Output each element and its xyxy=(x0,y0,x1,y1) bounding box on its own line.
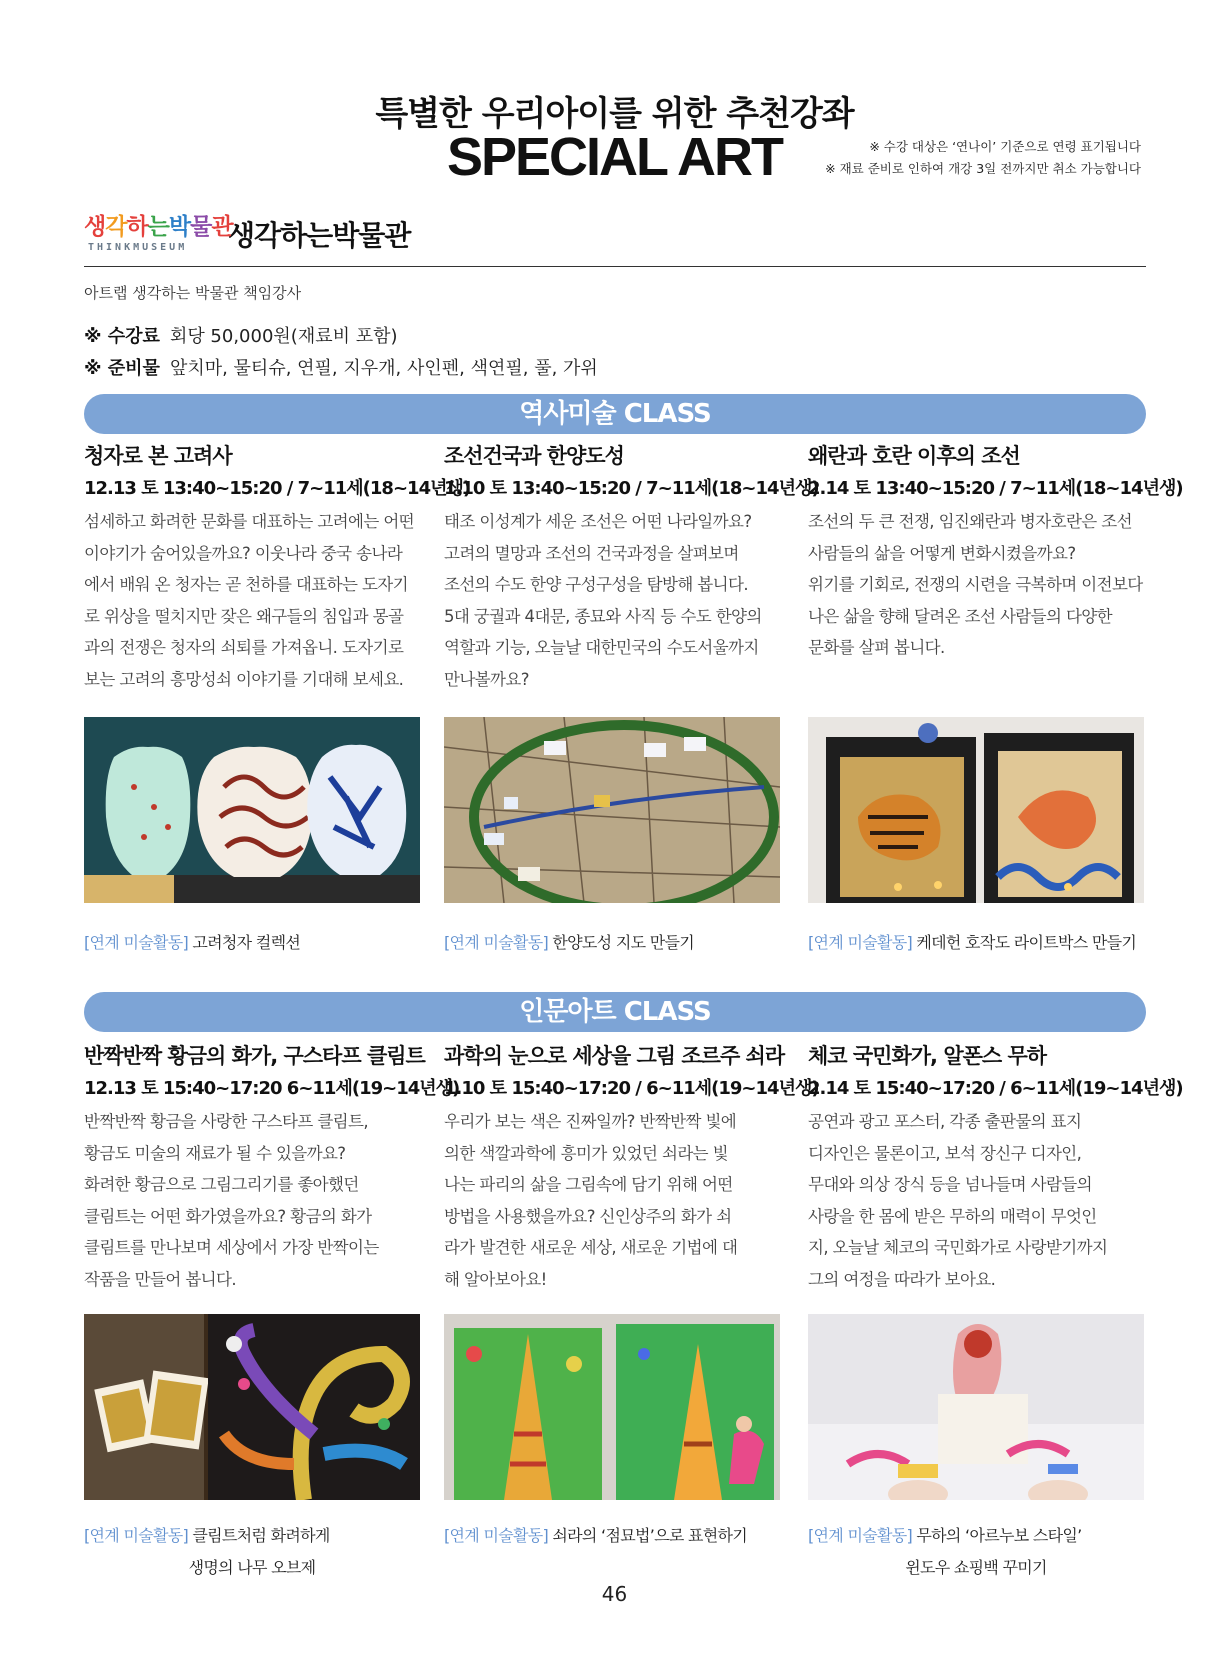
caption-tag: [연계 미술활동] xyxy=(444,1526,549,1545)
description-line: 고려의 멸망과 조선의 건국과정을 살펴보며 xyxy=(444,543,739,563)
class-title: 청자로 본 고려사 xyxy=(84,444,232,468)
description-line: 로 위상을 떨치지만 잦은 왜구들의 침입과 몽골 xyxy=(84,606,404,626)
caption-tag: [연계 미술활동] xyxy=(808,1526,913,1545)
description-line: 조선의 두 큰 전쟁, 임진왜란과 병자호란은 조선 xyxy=(808,512,1132,531)
photo-hanyang-map xyxy=(444,717,780,903)
description-line: 5대 궁궐과 4대문, 종묘와 사직 등 수도 한양의 xyxy=(444,606,762,626)
brand-name: 생각하는박물관 xyxy=(228,219,411,252)
logo-subtext: THINKMUSEUM xyxy=(88,242,188,253)
class-card xyxy=(84,1040,460,1295)
class-title: 반짝반짝 황금의 화가, 구스타프 클림트 xyxy=(84,1044,425,1068)
supplies-value: 앞치마, 물티슈, 연필, 지우개, 사인펜, 색연필, 풀, 가위 xyxy=(169,358,598,379)
note-age: ※ 수강 대상은 ‘연나이’ 기준으로 연령 표기됩니다 xyxy=(869,139,1141,154)
photo-lightbox xyxy=(808,717,1144,903)
description-line: 태조 이성계가 세운 조선은 어떤 나라일까요? xyxy=(444,512,752,531)
photo-mucha-bag xyxy=(808,1314,1144,1500)
description-line: 클림트는 어떤 화가였을까요? 황금의 화가 xyxy=(84,1206,372,1226)
description-line: 에서 배워 온 청자는 곧 천하를 대표하는 도자기 xyxy=(84,575,408,594)
class-card xyxy=(444,440,819,695)
class-date: 12.13 토 13:40~15:20 / 7~11세(18~14년생) xyxy=(84,478,471,499)
description-line: 보는 고려의 흥망성쇠 이야기를 기대해 보세요. xyxy=(84,669,404,689)
fee-label: ※ 수강료 xyxy=(84,326,160,347)
caption xyxy=(84,1520,420,1584)
section-band-humanities: 인문아트 CLASS xyxy=(84,992,1146,1032)
class-card xyxy=(84,440,471,695)
brand xyxy=(84,206,410,262)
caption-text: 클림트처럼 화려하게 xyxy=(192,1526,330,1545)
logo-wordmark: 생각하는박물관 xyxy=(84,214,233,240)
caption xyxy=(84,927,420,959)
description-line: 지, 오늘날 체코의 국민화가로 사랑받기까지 xyxy=(808,1238,1108,1257)
caption-text: 한양도성 지도 만들기 xyxy=(552,933,694,952)
class-title: 조선건국과 한양도성 xyxy=(444,444,624,468)
description-line: 라가 발견한 새로운 세상, 새로운 기법에 대 xyxy=(444,1238,738,1257)
museum-logo xyxy=(84,206,233,262)
description-line: 문화를 살펴 봅니다. xyxy=(808,638,945,657)
class-date: 2.14 토 15:40~17:20 / 6~11세(19~14년생) xyxy=(808,1078,1183,1099)
page-subtitle: SPECIAL ART xyxy=(446,127,783,187)
description-line: 의한 색깔과학에 흥미가 있었던 쇠라는 빛 xyxy=(444,1143,728,1163)
class-date: 1.10 토 13:40~15:20 / 7~11세(18~14년생) xyxy=(444,478,819,499)
caption-tag: [연계 미술활동] xyxy=(84,933,189,952)
class-description xyxy=(808,1106,1144,1295)
class-date: 1.10 토 15:40~17:20 / 6~11세(19~14년생) xyxy=(444,1078,819,1099)
description-line: 황금도 미술의 재료가 될 수 있을까요? xyxy=(84,1143,346,1163)
description-line: 사랑을 한 몸에 받은 무하의 매력이 무엇인 xyxy=(808,1206,1097,1226)
photo-seurat-eiffel xyxy=(444,1314,780,1500)
caption-text: 고려청자 컬렉션 xyxy=(192,933,301,952)
divider xyxy=(84,266,1146,267)
caption xyxy=(444,1520,780,1552)
note-cancel: ※ 재료 준비로 인하여 개강 3일 전까지만 취소 가능합니다 xyxy=(825,161,1141,176)
section-band-history: 역사미술 CLASS xyxy=(84,394,1146,434)
caption-tag: [연계 미술활동] xyxy=(84,1526,189,1545)
caption xyxy=(444,927,780,959)
caption-text: 케데헌 호작도 라이트박스 만들기 xyxy=(916,933,1137,952)
caption xyxy=(808,927,1144,959)
description-line: 클림트를 만나보며 세상에서 가장 반짝이는 xyxy=(84,1238,379,1257)
caption-text: 무하의 ‘아르누보 스타일’ xyxy=(916,1526,1082,1545)
description-line: 만나볼까요? xyxy=(444,669,529,689)
page-title: 특별한 우리아이를 위한 추천강좌 xyxy=(375,94,854,134)
description-line: 무대와 의상 장식 등을 넘나들며 사람들의 xyxy=(808,1175,1092,1194)
class-description xyxy=(444,506,780,695)
description-line: 사람들의 삶을 어떻게 변화시켰을까요? xyxy=(808,543,1076,563)
description-line: 작품을 만들어 봅니다. xyxy=(84,1269,236,1289)
class-title: 과학의 눈으로 세상을 그림 조르주 쇠라 xyxy=(444,1044,785,1068)
description-line: 이야기가 숨어있을까요? 이웃나라 중국 송나라 xyxy=(84,543,403,563)
description-line: 방법을 사용했을까요? 신인상주의 화가 쇠 xyxy=(444,1206,732,1226)
class-card xyxy=(444,1040,819,1295)
fee-info xyxy=(84,322,398,348)
photo-klimt-tree xyxy=(84,1314,420,1500)
description-line: 위기를 기회로, 전쟁의 시련을 극복하며 이전보다 xyxy=(808,575,1143,594)
description-line: 나는 파리의 삶을 그림속에 담기 위해 어떤 xyxy=(444,1175,733,1194)
caption-tag: [연계 미술활동] xyxy=(808,933,913,952)
description-line: 과의 전쟁은 청자의 쇠퇴를 가져옵니. 도자기로 xyxy=(84,638,404,657)
instructor: 아트랩 생각하는 박물관 책임강사 xyxy=(84,284,302,302)
description-line: 조선의 수도 한양 구성구성을 탐방해 봅니다. xyxy=(444,575,748,594)
description-line: 반짝반짝 황금을 사랑한 구스타프 클림트, xyxy=(84,1112,368,1131)
photo-celadon-vases xyxy=(84,717,420,903)
description-line: 역할과 기능, 오늘날 대한민국의 수도서울까지 xyxy=(444,638,759,657)
supplies-info xyxy=(84,354,598,380)
description-line: 디자인은 물론이고, 보석 장신구 디자인, xyxy=(808,1143,1082,1163)
class-description xyxy=(84,1106,420,1295)
description-line: 섬세하고 화려한 문화를 대표하는 고려에는 어떤 xyxy=(84,512,415,531)
page-number: 46 xyxy=(601,1582,628,1606)
class-description xyxy=(84,506,420,695)
supplies-label: ※ 준비물 xyxy=(84,358,160,379)
class-card xyxy=(808,440,1183,664)
description-line: 나은 삶을 향해 달려온 조선 사람들의 다양한 xyxy=(808,606,1112,626)
class-date: 12.13 토 15:40~17:20 6~11세(19~14년생) xyxy=(84,1078,460,1099)
description-line: 공연과 광고 포스터, 각종 출판물의 표지 xyxy=(808,1112,1082,1131)
description-line: 우리가 보는 색은 진짜일까? 반짝반짝 빛에 xyxy=(444,1112,737,1131)
notes xyxy=(825,136,1141,180)
caption-line2: 생명의 나무 오브제 xyxy=(188,1558,316,1577)
fee-value: 회당 50,000원(재료비 포함) xyxy=(169,326,398,347)
class-date: 2.14 토 13:40~15:20 / 7~11세(18~14년생) xyxy=(808,478,1183,499)
class-description xyxy=(444,1106,780,1295)
caption-line2: 윈도우 쇼핑백 꾸미기 xyxy=(905,1558,1047,1577)
class-description xyxy=(808,506,1144,664)
caption-text: 쇠라의 ‘점묘법’으로 표현하기 xyxy=(552,1526,748,1545)
class-card xyxy=(808,1040,1183,1295)
class-title: 체코 국민화가, 알폰스 무하 xyxy=(808,1044,1047,1068)
class-title: 왜란과 호란 이후의 조선 xyxy=(808,444,1020,468)
description-line: 화려한 황금으로 그림그리기를 좋아했던 xyxy=(84,1175,359,1194)
description-line: 그의 여정을 따라가 보아요. xyxy=(808,1269,996,1289)
caption xyxy=(808,1520,1144,1584)
caption-tag: [연계 미술활동] xyxy=(444,933,549,952)
description-line: 해 알아보아요! xyxy=(444,1269,547,1289)
